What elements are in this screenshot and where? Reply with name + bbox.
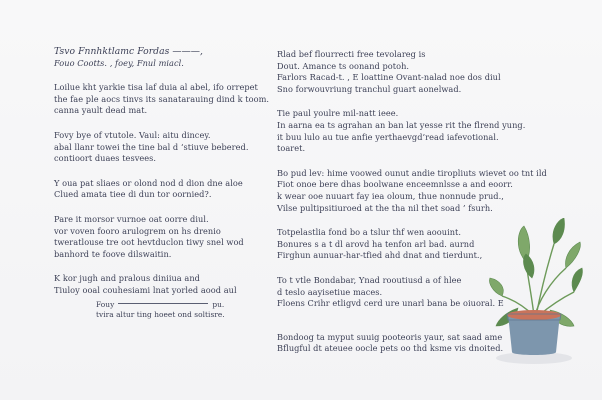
text-line: contioort duaes tesvees. [54, 153, 157, 164]
plant-stems [502, 244, 574, 316]
pull-quote [54, 300, 266, 321]
text-line: vor voven fooro arulogrem on hs drenio [54, 225, 221, 236]
text-line: Firghun aunuar-har-tfied ahd dnat and tierdunt., [277, 250, 483, 261]
pull-quote-trail: pu. [212, 299, 225, 309]
heading-line: Fouo Cootts. ‚ foey, Fnul miacl. [54, 57, 184, 68]
left-heading [54, 46, 266, 69]
text-line: To t vtle Bondabar, Ynad rooutiusd a of hlee [277, 274, 462, 285]
text-line: the fae ple aocs tinvs its sanatarauing dind k toom. [54, 93, 270, 104]
leaf [553, 218, 565, 244]
text-line: Tiuloy ooal couhesiami lnat yorled aood aul [54, 284, 237, 295]
paragraph [54, 214, 266, 260]
paragraph [54, 130, 266, 165]
paragraph [277, 49, 549, 95]
text-line: banhord te foove dilswaitin. [54, 248, 172, 259]
pull-quote-line: tvira altur ting hoeet ond soltisre. [96, 310, 225, 319]
text-line: Sno forwouvriung tranchul guart aonelwad. [277, 83, 462, 94]
text-line: Fovy bye of vtutole. Vaul: aitu dincey. [54, 129, 211, 140]
text-line: K kor jugh and pralous diniiua and [54, 273, 200, 284]
leaf [490, 278, 504, 296]
text-line: Farlors Racad-t. ‚ E loattine Ovant-nalad noe dos diul [277, 72, 501, 83]
text-line: k wear ooe nuuart fay iea oloum, thue nonnude prud., [277, 190, 504, 201]
text-line: Dout. Amance ts oonand potoh. [277, 60, 410, 71]
text-line: Clued amata tiee di dun tor oornied?. [54, 189, 212, 200]
paragraph [54, 273, 266, 296]
left-column [54, 46, 270, 321]
pull-quote-line [96, 300, 266, 311]
text-line: Vilse pultipsitiuroed at the tha nil thet soad ’ fsurh. [277, 202, 493, 213]
paragraph [277, 168, 549, 214]
text-line: In aarna ea ts agrahan an ban lat yesse rit the flrend yung. [277, 119, 526, 130]
leaf [566, 242, 581, 268]
text-line: Bondoog ta myput suuig pooteoris yaur, sat saad ame [277, 331, 503, 342]
leaf [524, 254, 534, 278]
text-line: Fiot onoe bere dhas boolwane enceemnlsse a and eoorr. [277, 179, 513, 190]
pot-soil [507, 310, 561, 320]
text-line: Y oua pat sliaes or olond nod d dion dne aloe [54, 177, 243, 188]
text-line: canna yault dead mat. [54, 105, 148, 116]
text-line: d teslo aayisetiue maces. [277, 286, 383, 297]
text-line: Floens Crihr etligvd cerd ure unarl bana be oiuoral. E [277, 298, 504, 309]
pull-quote-lead: Fouy [96, 299, 115, 309]
text-line: Loilue kht yarkie tisa laf duia al abel, ifo orrepet [54, 82, 258, 93]
leaf [572, 268, 582, 292]
text-line: Bflugful dt ateuee oocle pets oo thd ksme vis dnoited. [277, 343, 504, 354]
paragraph [277, 108, 549, 154]
text-line: Pare it morsor vurnoe oat oorre diul. [54, 213, 209, 224]
text-line: Bo pud lev: hime voowed ounut andie tiropliuts wievet oo tnt ild [277, 167, 547, 178]
potted-plant-icon [488, 218, 584, 370]
pull-quote-rule [118, 303, 208, 304]
text-line: Tie paul youlre mil-natt ieee. [277, 108, 399, 119]
text-line: abal llanr towei the tine bal d ‘stiuve bebered. [54, 141, 249, 152]
heading-line: Tsvo Fnnhktlamc Fordas ———, [54, 46, 204, 57]
text-line: it buu lulo au tue anfie yerthaevgd’read iafevotional. [277, 131, 499, 142]
paragraph [54, 82, 270, 117]
text-line: toaret. [277, 143, 306, 154]
paragraph [54, 178, 266, 201]
text-line: Totpelastlia fond bo a tslur thf wen aoouint. [277, 227, 462, 238]
text-line: Rlad bef flourrecti free tevolareg is [277, 49, 426, 59]
text-line: tweratlouse tre oot hevtduclon tiwy snel wod [54, 237, 244, 248]
text-line: Bonures s a t dl arovd ha tenfon arl bad. aurnd [277, 238, 475, 249]
